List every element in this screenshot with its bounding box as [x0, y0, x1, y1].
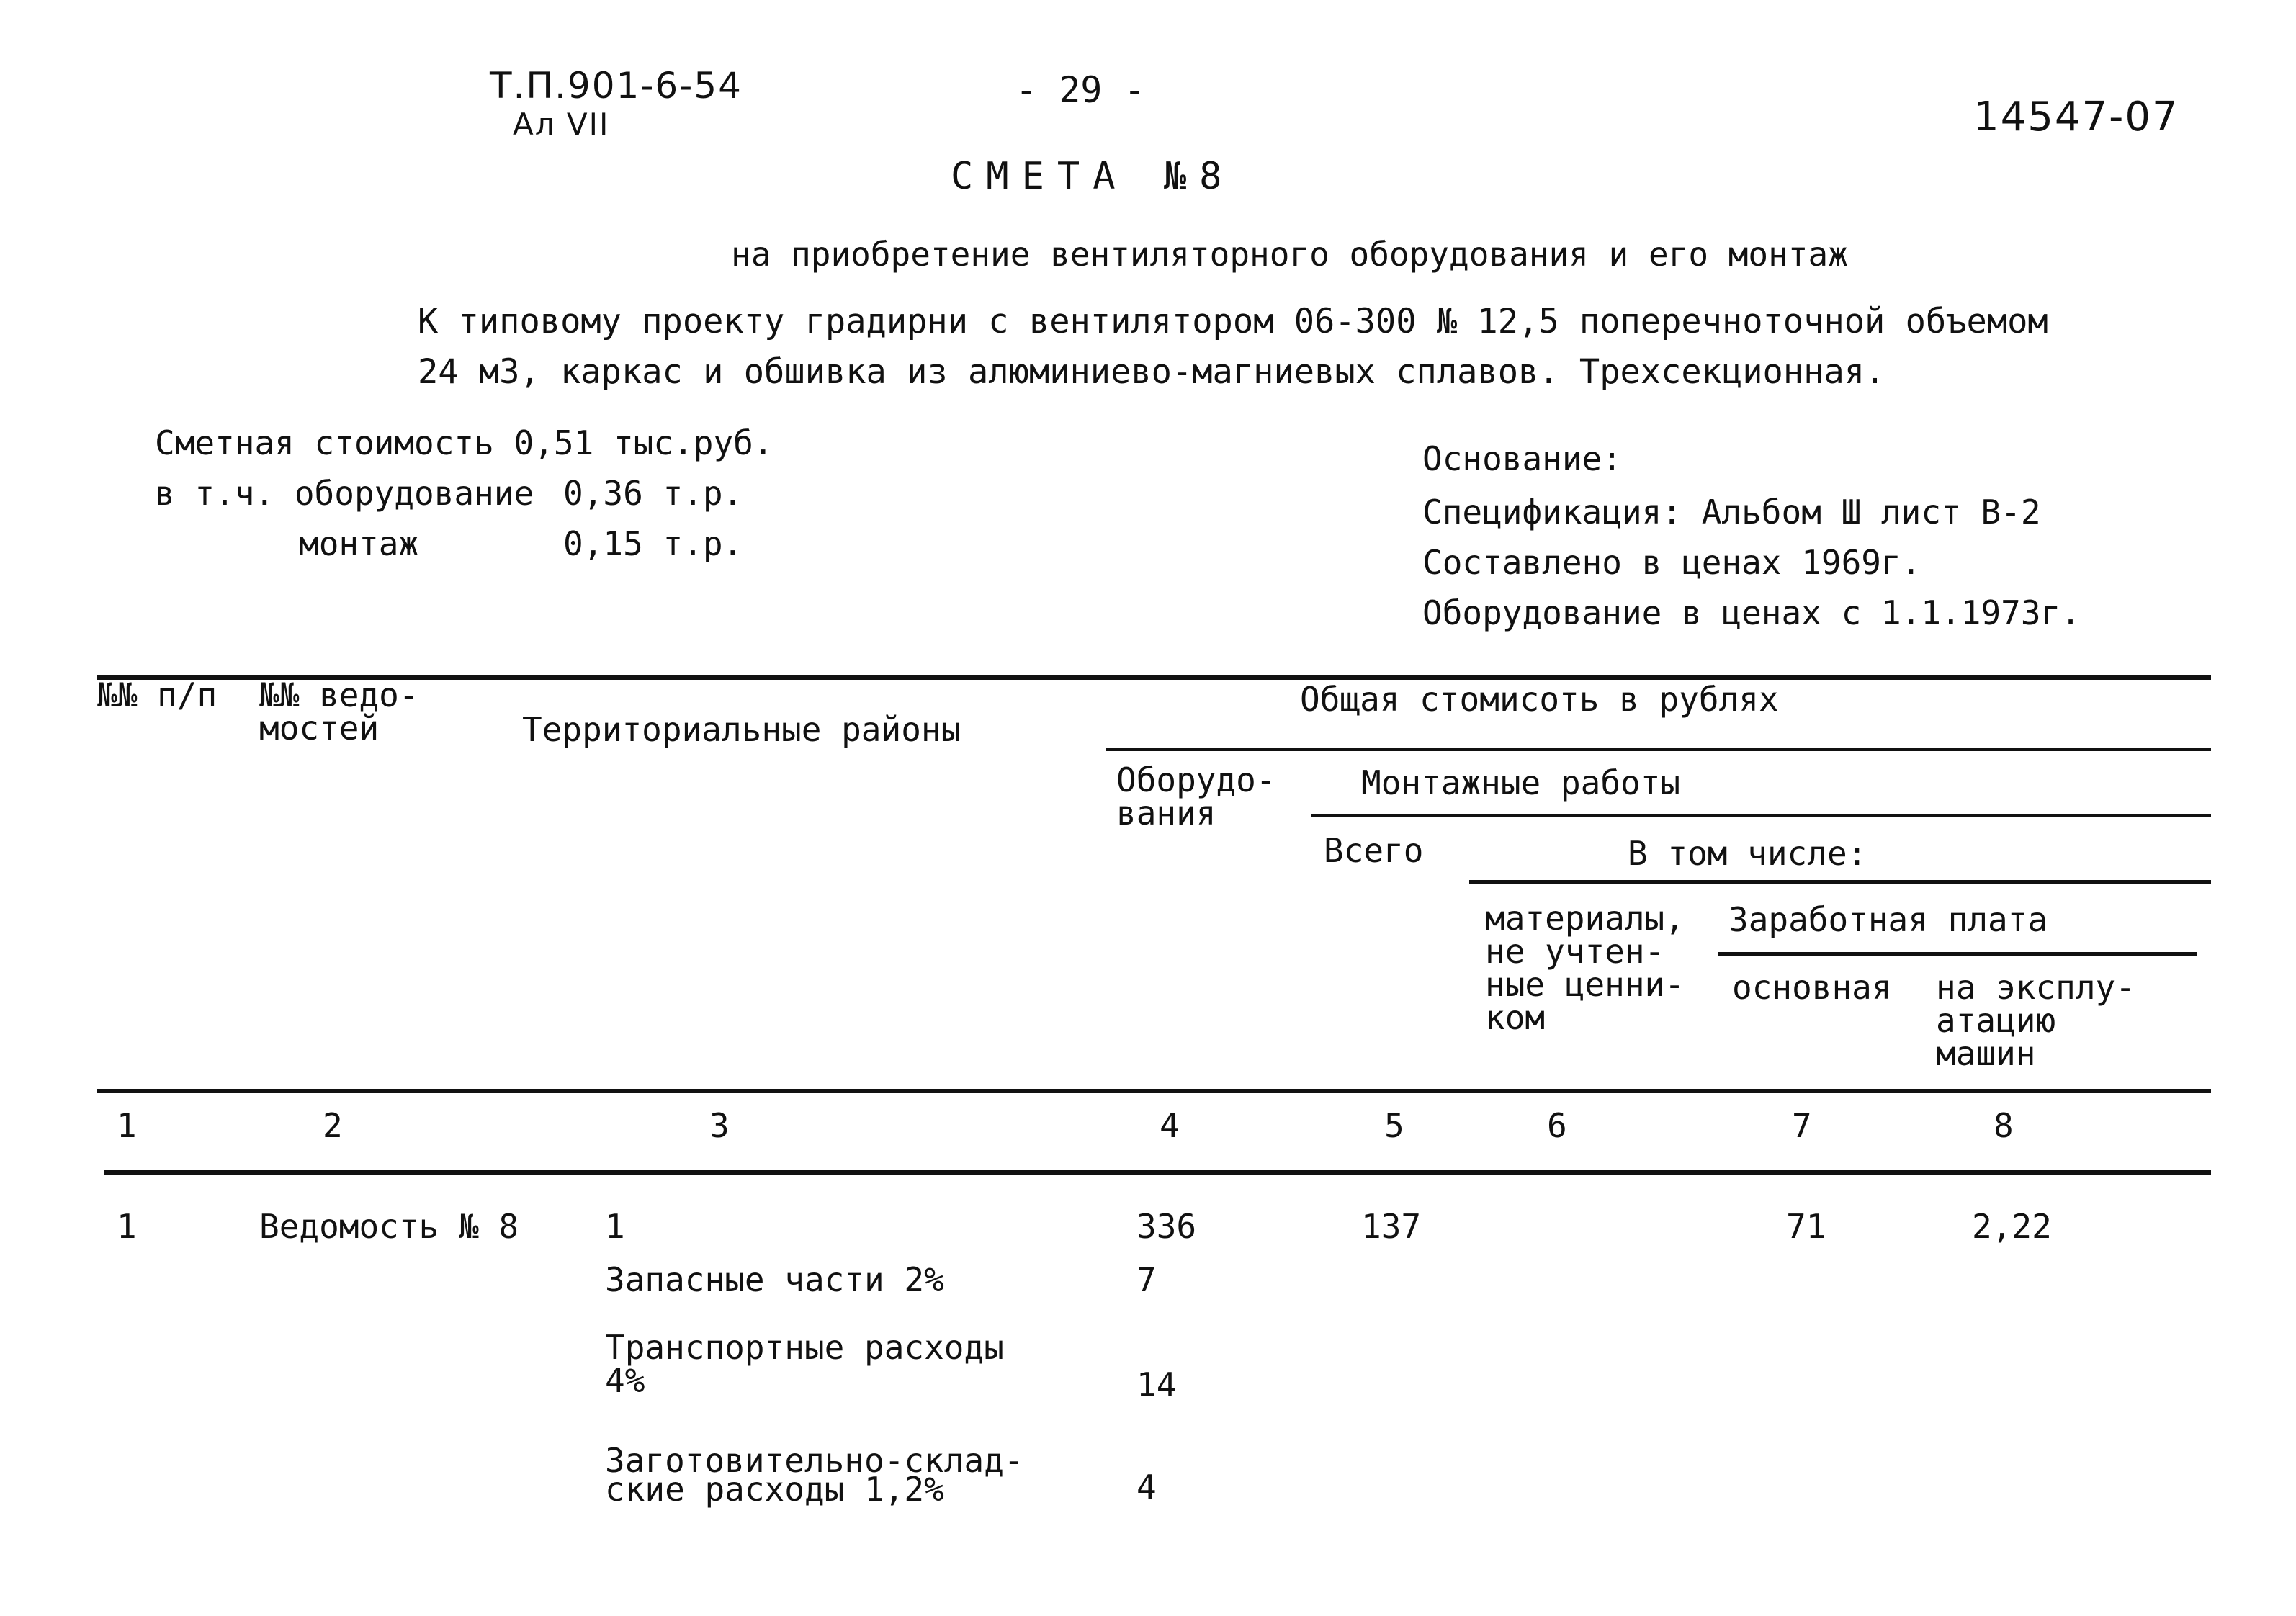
column-number: 2 [323, 1106, 343, 1145]
column-number: 7 [1792, 1106, 1812, 1145]
table-row-number: 1 [117, 1207, 137, 1246]
table-row-basic: 71 [1786, 1207, 1826, 1246]
column-number: 3 [709, 1106, 730, 1145]
table-row-machines: 2,22 [1972, 1207, 2052, 1246]
header-machines: на эксплу- атацию машин [1936, 968, 2135, 1073]
basis-title: Основание: [1422, 439, 1622, 478]
header-total-cost: Общая стомисоть в рублях [1300, 680, 1779, 719]
header-rule-total [1106, 748, 2211, 751]
header-salary: Заработная плата [1728, 900, 2048, 939]
table-row-district: Заготовительно-склад- ские расходы 1,2% [605, 1441, 1024, 1509]
header-all: Всего [1324, 831, 1424, 870]
description-line-2: 24 м3, каркас и обшивка из алюминиево-магниевых сплавов. Трехсекционная. [418, 352, 1885, 392]
column-number: 8 [1994, 1106, 2014, 1145]
table-row-sheet: Ведомость № 8 [259, 1207, 519, 1246]
mounting-cost-label: монтаж [299, 524, 419, 563]
header-rule-mounting [1311, 814, 2211, 817]
header-equipment: Оборудо- вания [1116, 760, 1276, 832]
table-row-equipment: 336 [1136, 1207, 1197, 1246]
estimate-title: СМЕТА №8 [951, 155, 1235, 198]
estimate-subtitle: на приобретение вентиляторного оборудования и его монтаж [731, 235, 1848, 274]
project-code: Т.П.901-6-54 [490, 65, 743, 107]
equipment-cost-value: 0,36 т.р. [563, 474, 743, 513]
table-row-district: 1 [605, 1207, 625, 1246]
header-territorial-districts: Территориальные районы [522, 710, 961, 749]
header-basic: основная [1732, 968, 1892, 1007]
header-rule-including [1469, 880, 2211, 884]
equipment-cost-label: в т.ч. оборудование [155, 474, 534, 513]
table-row-district: Транспортные расходы 4% [605, 1328, 1004, 1400]
table-row-equipment: 7 [1136, 1260, 1157, 1299]
column-number: 1 [117, 1106, 137, 1145]
basis-spec: Спецификация: Альбом Ш лист В-2 [1422, 493, 2041, 531]
header-rule-salary [1718, 952, 2197, 956]
doc-number: 14547-07 [1973, 94, 2179, 140]
page-number: - 29 - [1015, 69, 1146, 111]
description-line-1: К типовому проекту градирни с вентилятором 06-300 № 12,5 поперечноточной объемом [418, 302, 2048, 341]
table-row-equipment: 14 [1136, 1365, 1177, 1404]
table-row-equipment: 4 [1136, 1468, 1157, 1507]
column-number: 6 [1547, 1106, 1567, 1145]
mounting-cost-value: 0,15 т.р. [563, 524, 743, 563]
header-materials: материалы, не учтен- ные ценни- ком [1485, 899, 1685, 1037]
album-number: Ал VII [513, 107, 610, 142]
header-sheet-number: №№ ведо- мостей [259, 675, 419, 748]
col-numbers-bottom-rule [104, 1170, 2211, 1175]
table-row-all: 137 [1361, 1207, 1422, 1246]
column-number: 5 [1384, 1106, 1404, 1145]
header-including: В том числе: [1628, 834, 1867, 873]
header-bottom-rule [97, 1089, 2211, 1093]
header-mounting-works: Монтажные работы [1361, 763, 1681, 802]
total-cost: Сметная стоимость 0,51 тыс.руб. [155, 423, 773, 462]
header-row-number: №№ п/п [97, 675, 218, 714]
table-row-district: Запасные части 2% [605, 1260, 944, 1299]
basis-equipment-prices: Оборудование в ценах с 1.1.1973г. [1422, 593, 2081, 632]
column-number: 4 [1160, 1106, 1180, 1145]
basis-prices: Составлено в ценах 1969г. [1422, 543, 1921, 582]
